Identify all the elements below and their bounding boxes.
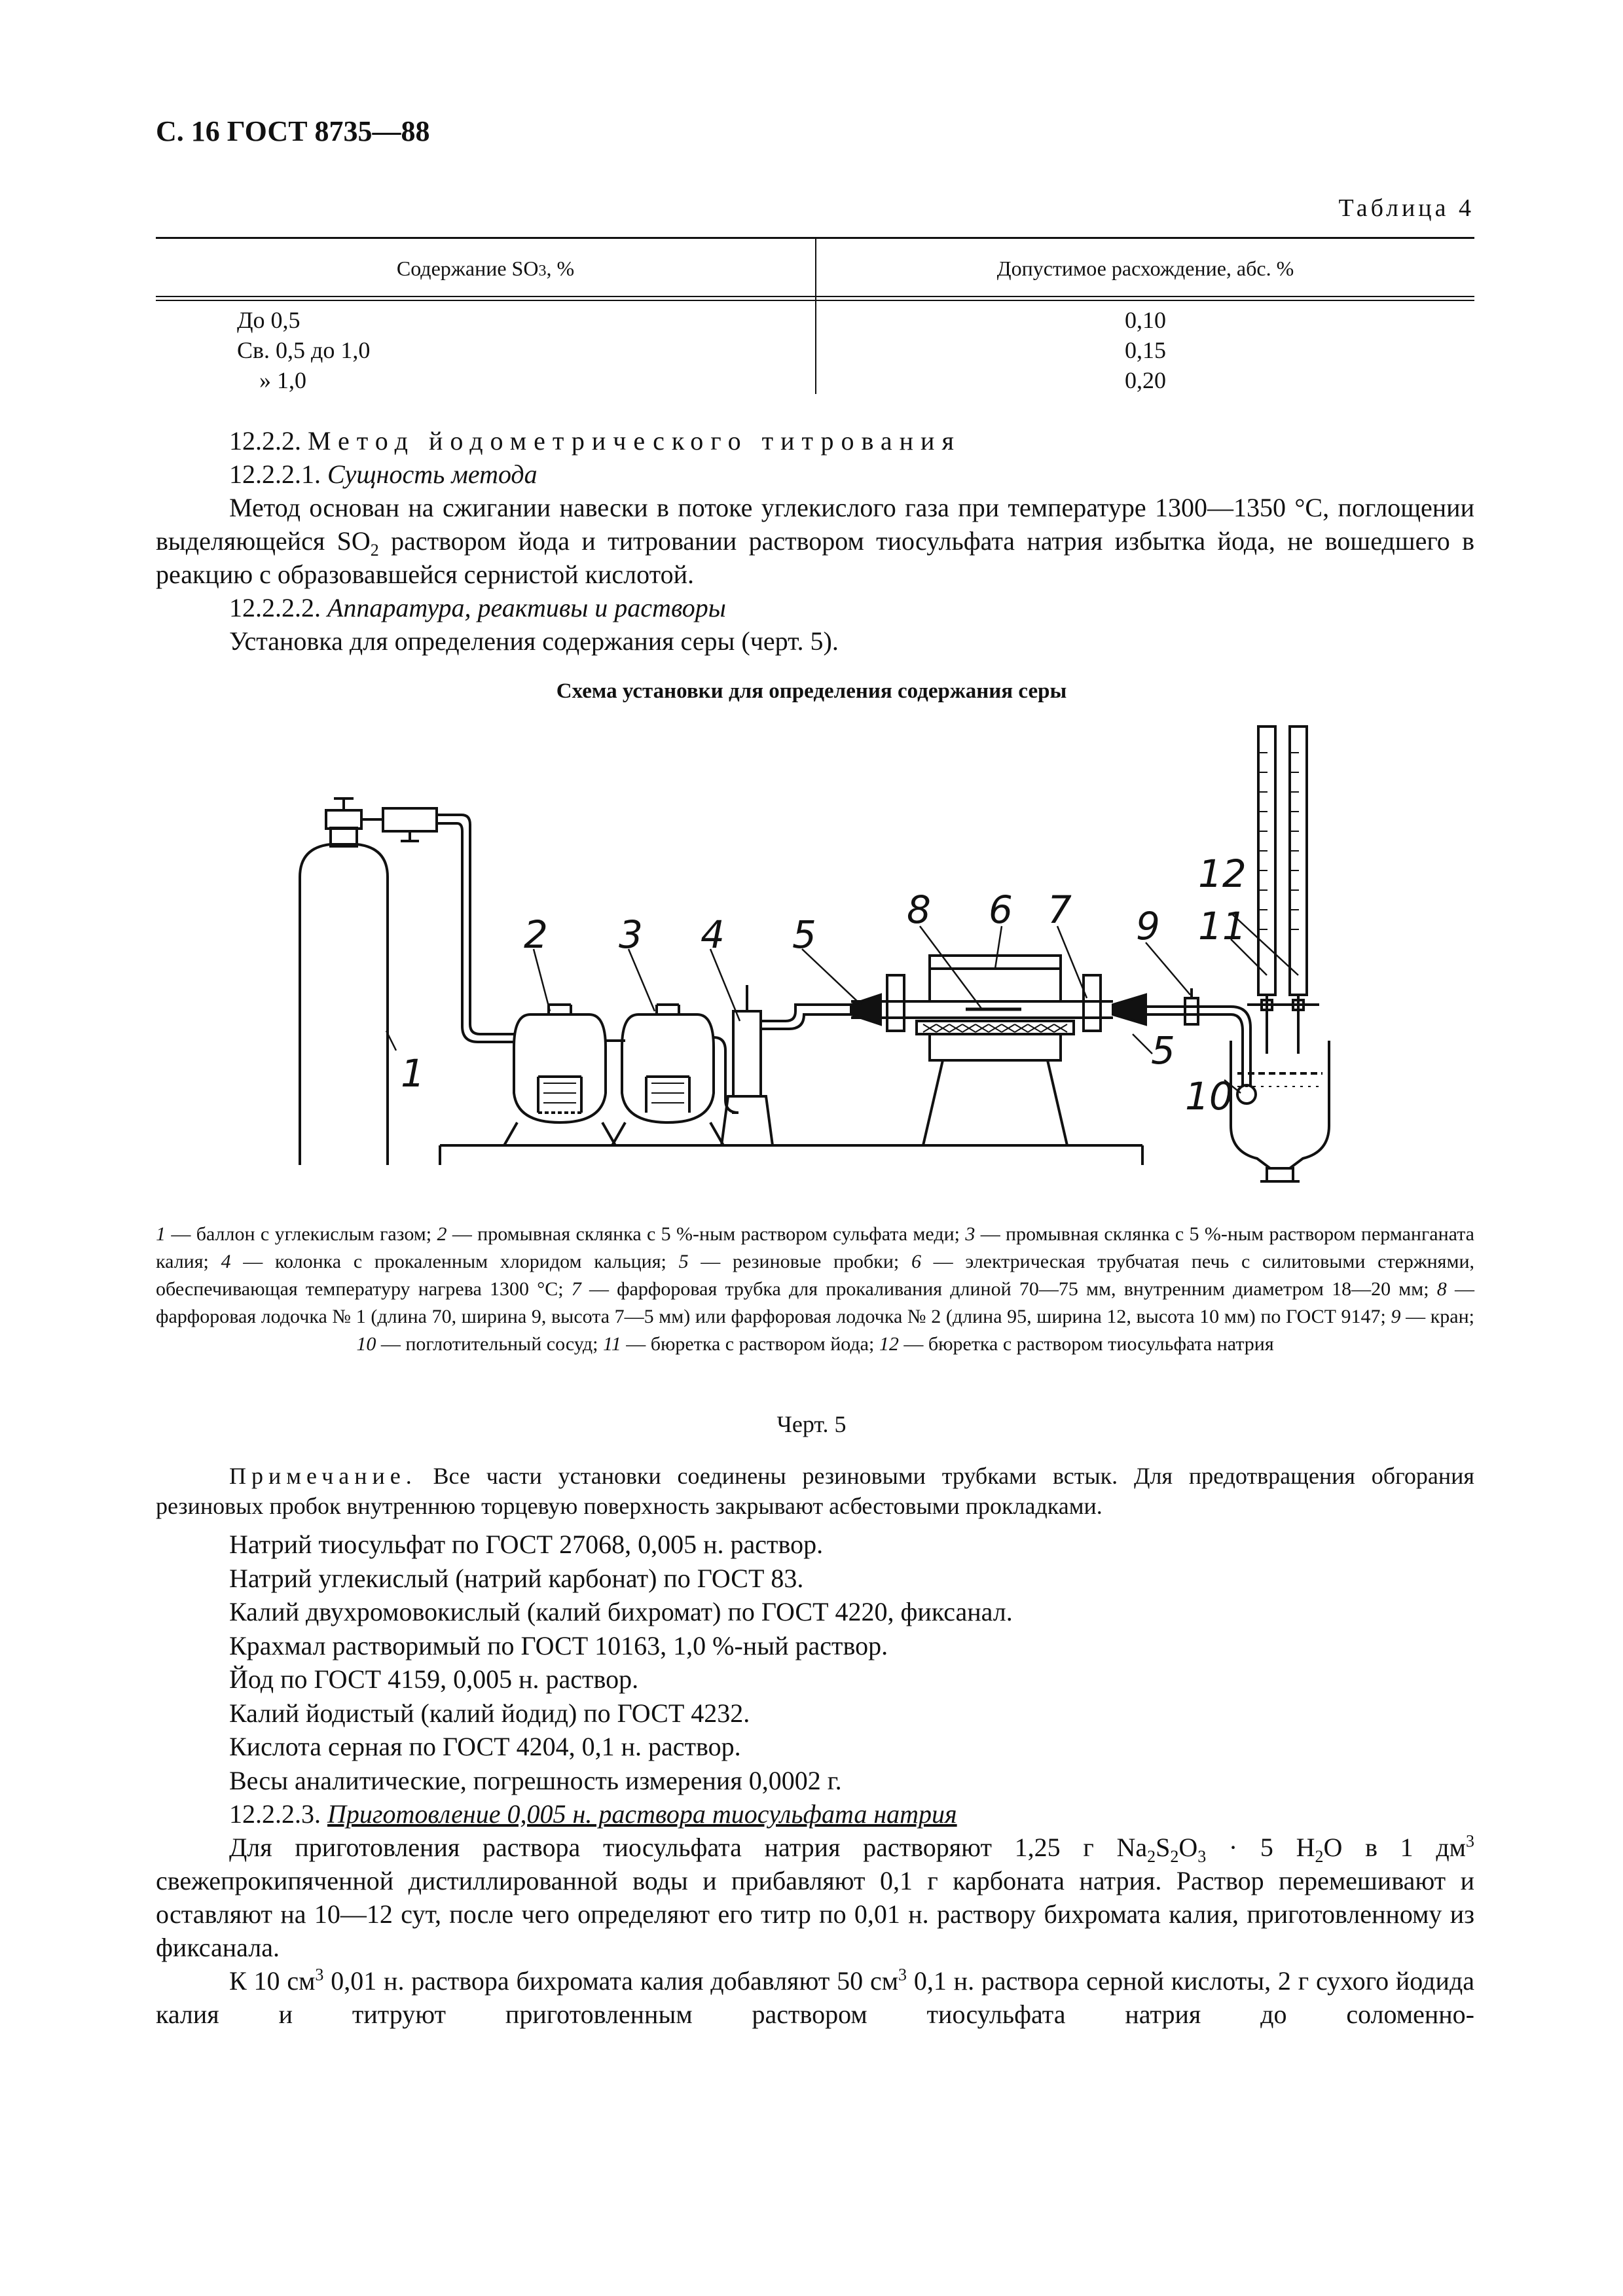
legend-item: 1 — баллон с углекислым газом; xyxy=(156,1223,437,1245)
reagent-item: Йод по ГОСТ 4159, 0,005 н. раствор. xyxy=(229,1664,639,1694)
table-header-deviation: Допустимое расхождение, абс. % xyxy=(996,257,1294,280)
titration-paragraph: К 10 $см^3$ 0,01 н. раствора бихромата калия добавляют 50 $см^3$ 0,1 н. раствора серной кислоты, 2 г сухого йодида калия и титруют приготовленным раствором тиосульфата натрия до соломенно- xyxy=(156,1965,1475,2029)
table-column-deviation xyxy=(816,305,1474,395)
figure-title: Схема установки для определения содержания серы xyxy=(556,679,1067,703)
label-5: 5 xyxy=(792,912,816,957)
absorber-vessel xyxy=(1231,1041,1329,1181)
drying-column xyxy=(721,985,851,1145)
page-header: С. 16 ГОСТ 8735—88 xyxy=(156,115,430,147)
label-11: 11 xyxy=(1198,904,1247,948)
table-cell: До 0,5 xyxy=(237,307,301,333)
reagent-item: Крахмал растворимый по ГОСТ 10163, 1,0 %-ный раствор. xyxy=(229,1630,888,1660)
section-12-2-2 xyxy=(156,424,1474,658)
method-description: Метод основан на сжигании навески в потоке углекислого газа при температуре 1300—1350 °С, поглощении выделяющейся $SO_2$ раствором йода и титровании раствором тиосульфата натрия избытка йода, не вошедшего в реакцию с образовавшейся сернистой кислотой. xyxy=(156,493,1474,589)
wash-bottle-2 xyxy=(504,1005,625,1145)
note-label: Примечание. xyxy=(229,1463,417,1489)
subsection-heading: 12.2.2.1. Сущность метода xyxy=(229,459,538,489)
legend-item: 2 — промывная склянка с 5 %-ным раствором сульфата меди; xyxy=(437,1223,966,1245)
reagent-item: Калий йодистый (калий йодид) по ГОСТ 4232. xyxy=(229,1698,750,1728)
label-7: 7 xyxy=(1048,888,1072,932)
reagent-item: Калий двухромовокислый (калий бихромат) по ГОСТ 4220, фиксанал. xyxy=(229,1597,1013,1626)
table-cell: Св. 0,5 до 1,0 xyxy=(237,337,371,363)
preparation-paragraph: Для приготовления раствора тиосульфата натрия растворяют 1,25 г $Na_2S_2O_3 \cdot 5$ $H_2O$ в 1 $дм^3$ свежепрокипяченной дистиллированной воды и прибавляют 0,1 г карбоната натрия. Раствор перемешивают и оставляют на 10—12 сут, после чего определяют его титр по 0,01 н. раствору бихромата калия, приготовленному из фиксанала. xyxy=(156,1831,1474,1962)
note-text: Все части установки соединены резиновыми трубками встык. Для предотвращения обгорания резиновых пробок внутреннюю торцевую поверхность закрывают асбестовыми прокладками. xyxy=(156,1463,1474,1519)
label-3: 3 xyxy=(619,912,643,957)
legend-item: 4 — колонка с прокаленным хлоридом кальция; xyxy=(221,1251,679,1272)
table-label: Таблица 4 xyxy=(1338,194,1474,222)
label-4: 4 xyxy=(701,912,725,957)
table-header-content: Содержание SO3, % xyxy=(396,257,575,280)
tube-furnace xyxy=(851,956,1146,1145)
wash-bottle-3 xyxy=(612,1005,739,1145)
figure-labels xyxy=(401,852,1247,1119)
label-2: 2 xyxy=(524,912,548,957)
subsection-heading: 12.2.2.2. Аппаратура, реактивы и растворы xyxy=(229,593,726,622)
base-table xyxy=(440,1145,1142,1165)
label-6: 6 xyxy=(989,888,1013,932)
legend-item: 12 — бюретка с раствором тиосульфата натрия xyxy=(879,1333,1274,1355)
reagents-list xyxy=(229,1528,1013,1797)
label-12: 12 xyxy=(1198,852,1247,896)
reagent-item: Натрий углекислый (натрий карбонат) по ГОСТ 83. xyxy=(229,1563,804,1593)
legend-item: 8 — фарфоровая лодочка № 1 (длина 70, ширина 9, высота 7—5 мм) или фарфоровая лодочка № 2 (длина 95, ширина 12, высота 10 мм) по ГОСТ 9147; xyxy=(156,1278,1474,1327)
apparatus-diagram xyxy=(0,707,1623,1217)
subsection-heading: 12.2.2.3. Приготовление 0,005 н. раствора тиосульфата натрия xyxy=(229,1799,957,1829)
reagent-item: Натрий тиосульфат по ГОСТ 27068, 0,005 н. раствор. xyxy=(229,1530,824,1559)
legend-item: 7 — фарфоровая трубка для прокаливания длиной 70—75 мм, внутренним диаметром 18—20 мм; xyxy=(571,1278,1437,1300)
label-10: 10 xyxy=(1185,1074,1233,1119)
legend-item: 9 — кран; xyxy=(1391,1306,1475,1327)
table-column-content xyxy=(237,305,370,395)
reagent-item: Весы аналитические, погрешность измерения 0,0002 г. xyxy=(229,1765,842,1795)
gas-cylinder xyxy=(300,798,514,1165)
label-5-right: 5 xyxy=(1151,1028,1175,1073)
label-1: 1 xyxy=(401,1051,425,1096)
section-12-2-2-3 xyxy=(156,1797,1474,2031)
legend-item: 5 — резиновые пробки; xyxy=(678,1251,911,1272)
table-cell: 0,10 xyxy=(1125,307,1166,333)
legend-item: 6 — электрическая трубчатая печь с силитовыми стержнями, обеспечивающая температуру нагрева 1300 °С; xyxy=(156,1251,1475,1300)
reagent-item: Кислота серная по ГОСТ 4204, 0,1 н. раствор. xyxy=(229,1732,741,1761)
legend-item: 10 — поглотительный сосуд; xyxy=(356,1333,603,1355)
table-cell: 0,15 xyxy=(1125,337,1166,363)
table-cell: » 1,0 xyxy=(259,367,306,393)
label-9: 9 xyxy=(1136,904,1160,948)
burette-12 xyxy=(1280,726,1319,1054)
apparatus-intro: Установка для определения содержания серы (черт. 5). xyxy=(229,626,839,656)
legend-item: 11 — бюретка с раствором йода; xyxy=(602,1333,879,1355)
section-heading: 12.2.2. Метод йодометрического титрования xyxy=(229,426,961,456)
note xyxy=(156,1461,1474,1521)
label-8: 8 xyxy=(907,888,931,932)
table-cell: 0,20 xyxy=(1125,367,1166,393)
legend-item: 3 — промывная склянка с 5 %-ным раствором перманганата калия; xyxy=(156,1223,1474,1272)
figure-legend xyxy=(156,1221,1474,1358)
figure-caption: Черт. 5 xyxy=(776,1411,847,1437)
